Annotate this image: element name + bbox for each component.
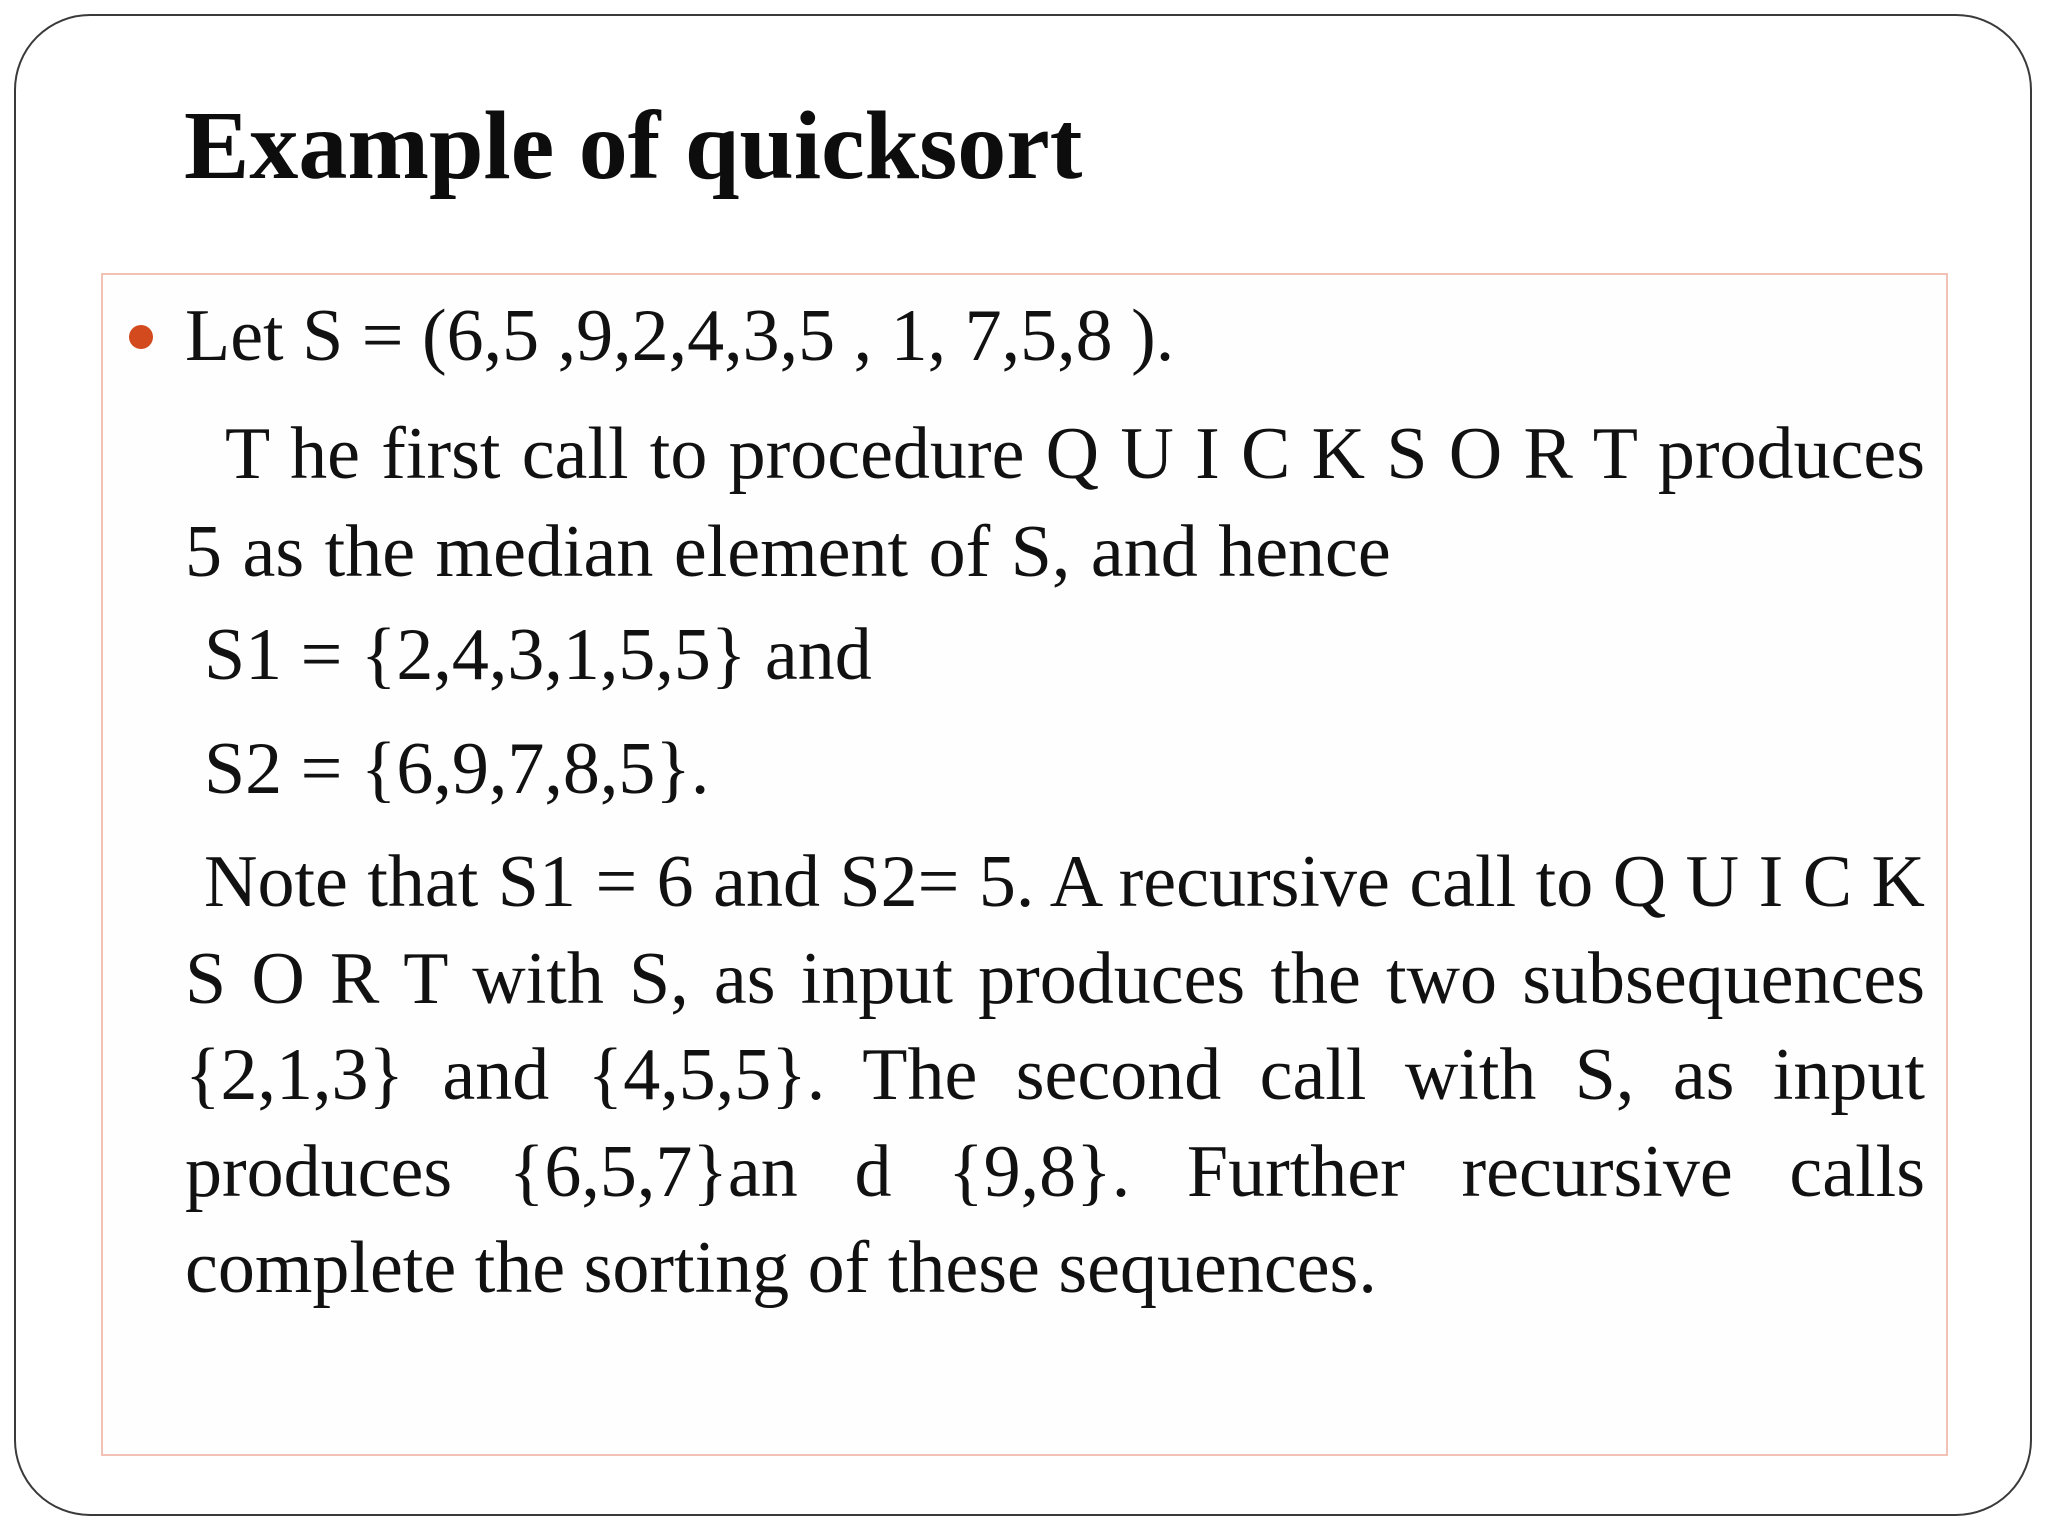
s1-definition: S1 = {2,4,3,1,5,5} and — [204, 614, 872, 696]
bullet-icon — [129, 325, 153, 349]
s2-definition: S2 = {6,9,7,8,5}. — [204, 728, 710, 810]
slide-title: Example of quicksort — [184, 92, 1083, 200]
recursive-call-paragraph: Note that S1 = 6 and S2= 5. A recursive call to Q U I C K S O R T with S, as input produces the two subsequences {2,1,3} and {4,5,5}. The second call with S, as input produces {6,5,7}an d {9,8}. Further recursive calls complete the sorting of these sequences. — [185, 841, 1925, 1309]
let-s-definition: Let S = (6,5 ,9,2,4,3,5 , 1, 7,5,8 ). — [185, 295, 1175, 377]
first-call-paragraph: T he first call to procedure Q U I C K S O R T produces 5 as the median element of S, and hence — [185, 413, 1925, 593]
